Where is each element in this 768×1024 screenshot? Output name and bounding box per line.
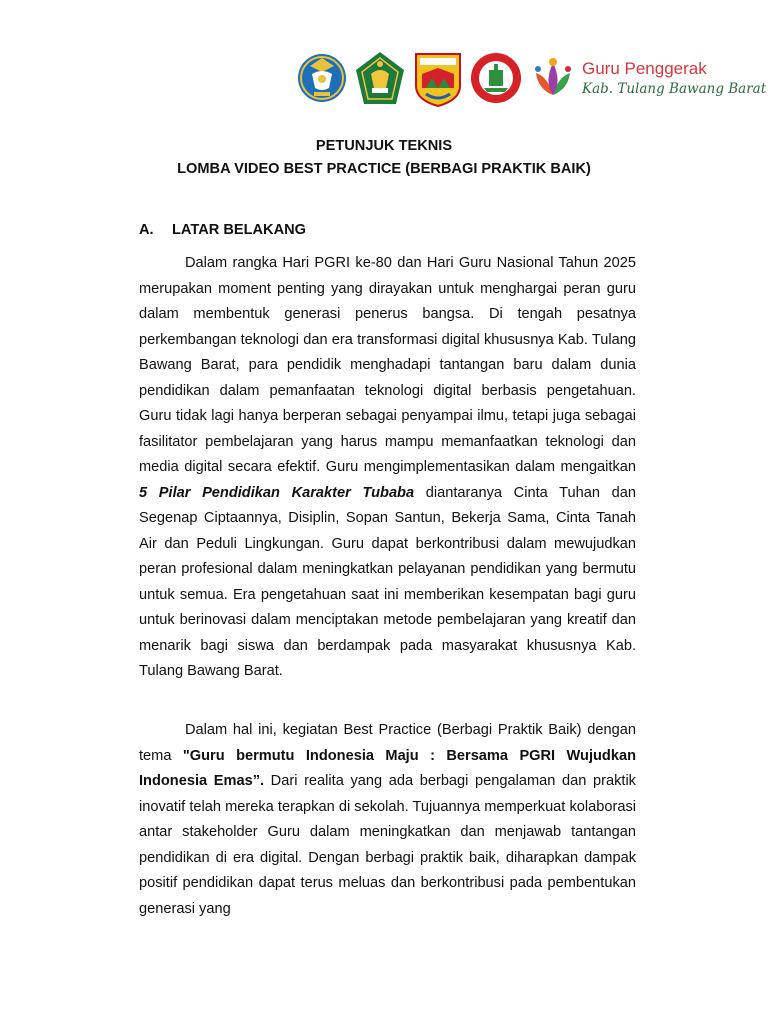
paragraph-2-theme: "Guru bermutu Indonesia Maju : Bersama PGRI Wujudkan Indonesia Emas”. <box>139 747 636 789</box>
paragraph-2-text-b: Dari realita yang ada berbagi pengalaman dan praktik inovatif telah mereka terapkan di sekolah. Tujuannya memperkuat kolaborasi antar stakeholder Guru dalam meningkatkan dan menjawab tantangan pendidikan di era digital. Dengan berbagi praktik baik, diharapkan dampak positif pendidikan dapat terus meluas dan berkontribusi pada pembentukan generasi yang <box>139 773 636 917</box>
paragraph-1 <box>139 251 636 685</box>
section-number: A. <box>139 222 154 238</box>
pgri-logo <box>470 48 522 108</box>
gp-subtitle: Kab. Tulang Bawang Barat <box>582 80 767 97</box>
gp-title: Guru Penggerak <box>582 58 707 78</box>
tulang-bawang-barat-logo <box>412 48 464 108</box>
section-heading <box>139 222 306 238</box>
paragraph-2 <box>139 718 636 922</box>
paragraph-1-text-a: Dalam rangka Hari PGRI ke-80 dan Hari Guru Nasional Tahun 2025 merupakan moment penting yang dirayakan untuk menghargai peran guru dalam membentuk generasi penerus bangsa. Di tengah pesatnya perkembangan teknologi dan era transformasi digital khususnya Kab. Tulang Bawang Barat, para pendidik menghadapi tantangan baru dalam dunia pendidikan dalam pemanfaatan teknologi digital berbasis pengetahuan. Guru tidak lagi hanya berperan sebagai penyampai ilmu, tetapi juga sebagai fasilitator pembelajaran yang harus mampu memanfaatkan teknologi dan media digital secara efektif. Guru mengimplementasikan dalam mengaitkan <box>139 255 636 475</box>
guru-penggerak-logo <box>530 55 766 101</box>
section-title: LATAR BELAKANG <box>172 222 307 238</box>
logo-bar <box>296 46 766 110</box>
kemenag-logo <box>354 48 406 108</box>
tut-wuri-handayani-logo <box>296 48 348 108</box>
paragraph-2-text-a: Dalam hal ini, kegiatan Best Practice (Berbagi Praktik Baik) dengan tema <box>139 722 636 764</box>
guru-penggerak-emblem-icon <box>530 55 576 101</box>
paragraph-1-emphasis: 5 Pilar Pendidikan Karakter Tubaba <box>139 484 415 501</box>
paragraph-1-text-b: diantaranya Cinta Tuhan dan Segenap Ciptaannya, Disiplin, Sopan Santun, Bekerja Sama, Cinta Tanah Air dan Peduli Lingkungan. Guru dapat berkontribusi dalam mewujudkan peran profesional dalam meningkatkan pelayanan pendidikan yang bermutu untuk semua. Era pengetahuan saat ini memberikan kesempatan bagi guru untuk berinovasi dalam menciptakan metode pembelajaran yang kreatif dan menarik bagi siswa dan berdampak pada masyarakat khususnya Kab. Tulang Bawang Barat. <box>139 484 636 679</box>
doc-title-1: PETUNJUK TEKNIS <box>315 138 453 154</box>
doc-title-2: LOMBA VIDEO BEST PRACTICE (BERBAGI PRAKTIK BAIK) <box>177 161 591 177</box>
